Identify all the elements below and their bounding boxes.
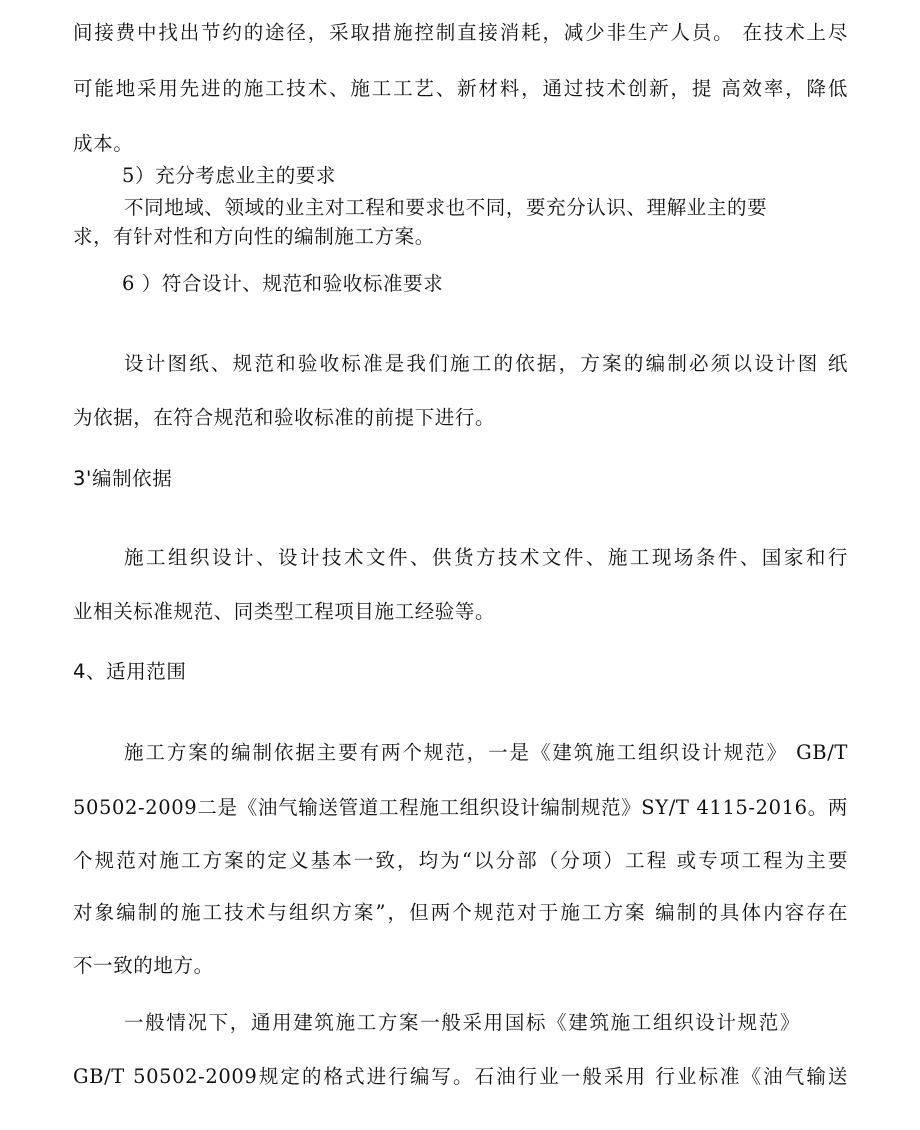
paragraph-line: 为依据，在符合规范和验收标准的前提下进行。	[73, 406, 496, 429]
paragraph-line: 设计图纸、规范和验收标准是我们施工的依据，方案的编制必须以设计图 纸	[124, 352, 848, 375]
section-heading-4: 4、适用范围	[73, 660, 187, 683]
paragraph-line: GB/T 50502-2009规定的格式进行编写。石油行业一般采用 行业标准《油气输送	[73, 1065, 848, 1088]
paragraph-line: 一般情况下，通用建筑施工方案一般采用国标《建筑施工组织设计规范》	[124, 1011, 800, 1034]
paragraph-line: 对象编制的施工技术与组织方案”，但两个规范对于施工方案 编制的具体内容存在	[73, 901, 848, 924]
paragraph-line: 施工方案的编制依据主要有两个规范，一是《建筑施工组织设计规范》 GB/T	[124, 741, 848, 764]
section-heading-5: 5）充分考虑业主的要求	[122, 164, 337, 187]
section-heading-6: 6 ）符合设计、规范和验收标准要求	[122, 272, 444, 295]
paragraph-line: 50502-2009二是《油气输送管道工程施工组织设计编制规范》SY/T 4115-2016。两	[73, 796, 848, 819]
paragraph-line: 求，有针对性和方向性的编制施工方案。	[73, 225, 435, 248]
paragraph-line: 不一致的地方。	[73, 954, 214, 977]
paragraph-line: 不同地域、领域的业主对工程和要求也不同，要充分认识、理解业主的要	[124, 196, 768, 219]
paragraph-line: 施工组织设计、设计技术文件、供货方技术文件、施工现场条件、国家和行	[124, 546, 848, 569]
paragraph-line: 间接费中找出节约的途径，采取措施控制直接消耗，减少非生产人员。 在技术上尽	[73, 21, 848, 44]
paragraph-line: 成本。	[73, 132, 134, 155]
paragraph-line: 可能地采用先进的施工技术、施工工艺、新材料，通过技术创新，提 高效率，降低	[73, 77, 848, 100]
paragraph-line: 个规范对施工方案的定义基本一致，均为“以分部（分项）工程 或专项工程为主要	[73, 849, 848, 872]
paragraph-line: 业相关标准规范、同类型工程项目施工经验等。	[73, 600, 496, 623]
section-heading-3: 3'编制依据	[73, 467, 173, 490]
